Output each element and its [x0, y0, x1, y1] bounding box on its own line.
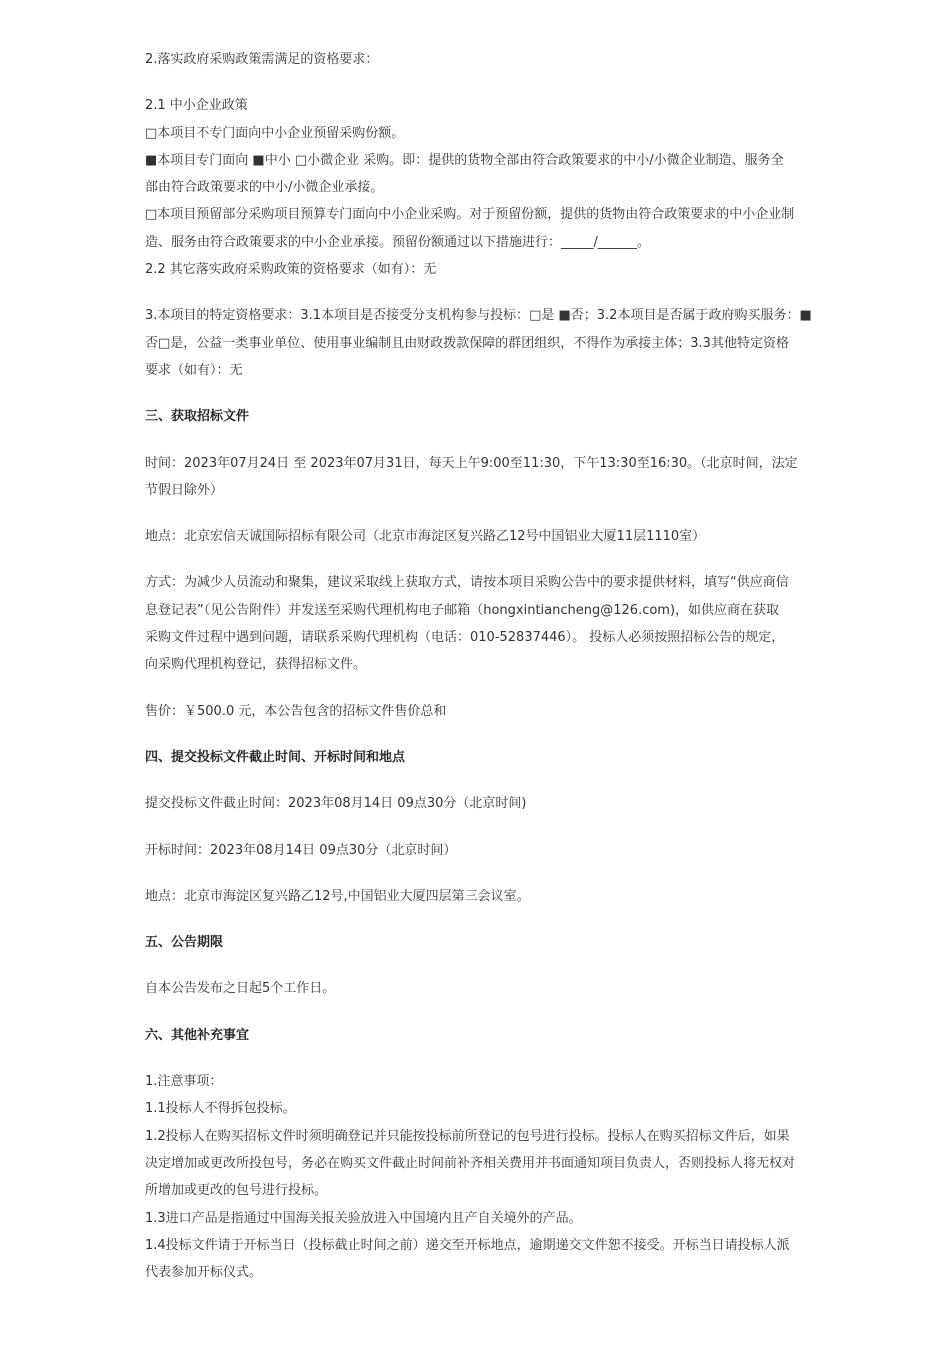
obtain-method-line4: 向采购代理机构登记，获得招标文件。: [145, 657, 367, 673]
obtain-method-line2: 息登记表”（见公告附件）并发送至采购代理机构电子邮箱（hongxintiancheng@126.com)，如供应商在获取: [145, 602, 780, 618]
note-1-4-line1: 1.4投标文件请于开标当日（投标截止时间之前）递交至开标地点，逾期递交文件恕不接受。开标当日请投标人派: [145, 1237, 790, 1253]
announcement-document: [145, 46, 835, 1286]
obtain-place: 地点：北京宏信天诚国际招标有限公司（北京市海淀区复兴路乙12号中国铝业大厦11层1110室）: [145, 529, 706, 545]
sme-option-dedicated-line1: ■本项目专门面向 ■中小 □小微企业 采购。即：提供的货物全部由符合政策要求的中小/小微企业制造、服务全: [145, 152, 784, 168]
obtain-time-line1: 时间：2023年07月24日 至 2023年07月31日，每天上午9:00至11:30，下午13:30至16:30。（北京时间，法定: [145, 455, 798, 471]
submission-heading: 四、提交投标文件截止时间、开标时间和地点: [145, 749, 406, 765]
obtain-documents-heading: 三、获取招标文件: [145, 409, 250, 425]
submission-deadline: 提交投标文件截止时间：2023年08月14日 09点30分（北京时间): [145, 796, 527, 812]
obtain-time-line2: 节假日除外）: [145, 482, 224, 498]
note-1-2-line2: 决定增加或更改所投包号，务必在购买文件截止时间前补齐相关费用并书面通知项目负责人，否则投标人将无权对: [145, 1155, 796, 1171]
sme-option-dedicated-line2: 部由符合政策要求的中小/小微企业承接。: [145, 180, 384, 196]
note-1-3: 1.3进口产品是指通过中国海关报关验放进入中国境内且产自关境外的产品。: [145, 1210, 582, 1226]
other-matters-heading: 六、其他补充事宜: [145, 1027, 250, 1043]
note-1-1: 1.1投标人不得拆包投标。: [145, 1101, 296, 1117]
sme-option-partial-line2: 造、服务由符合政策要求的中小企业承接。预留份额通过以下措施进行：_____/______。: [145, 234, 650, 250]
other-policy-requirements: 2.2 其它落实政府采购政策的资格要求（如有）：无: [145, 262, 437, 278]
notes-title: 1.注意事项：: [145, 1074, 223, 1090]
announcement-period-heading: 五、公告期限: [145, 935, 224, 951]
qualification-policy-title: 2.落实政府采购政策需满足的资格要求：: [145, 52, 379, 67]
sme-option-partial-line1: □本项目预留部分采购项目预算专门面向中小企业采购。对于预留份额，提供的货物由符合政策要求的中小企业制: [145, 207, 795, 223]
obtain-method-line1: 方式：为减少人员流动和聚集，建议采取线上获取方式，请按本项目采购公告中的要求提供材料，填写“供应商信: [145, 575, 789, 591]
note-1-4-line2: 代表参加开标仪式。: [145, 1265, 263, 1281]
specific-qualification-line3: 要求（如有）：无: [145, 362, 243, 378]
announcement-period-text: 自本公告发布之日起5个工作日。: [145, 981, 336, 997]
specific-qualification-line2: 否□是，公益一类事业单位、使用事业编制且由财政拨款保障的群团组织，不得作为承接主体；3.3其他特定资格: [145, 335, 789, 351]
specific-qualification-line1: 3.本项目的特定资格要求：3.1本项目是否接受分支机构参与投标：□是 ■否；3.2本项目是否属于政府购买服务：■: [145, 308, 812, 324]
note-1-2-line1: 1.2投标人在购买招标文件时须明确登记并只能按投标前所登记的包号进行投标。投标人在购买招标文件后，如果: [145, 1128, 790, 1144]
sme-option-not-reserved: □本项目不专门面向中小企业预留采购份额。: [145, 125, 405, 141]
opening-place: 地点：北京市海淀区复兴路乙12号,中国铝业大厦四层第三会议室。: [145, 888, 530, 904]
note-1-2-line3: 所增加或更改的包号进行投标。: [145, 1183, 328, 1199]
obtain-method-line3: 采购文件过程中遇到问题，请联系采购代理机构（电话：010-52837446）。 投标人必须按照招标公告的规定，: [145, 630, 785, 646]
document-price: 售价：￥500.0 元，本公告包含的招标文件售价总和: [145, 703, 447, 719]
opening-time: 开标时间：2023年08月14日 09点30分（北京时间）: [145, 842, 457, 858]
sme-policy-subtitle: 2.1 中小企业政策: [145, 98, 248, 114]
